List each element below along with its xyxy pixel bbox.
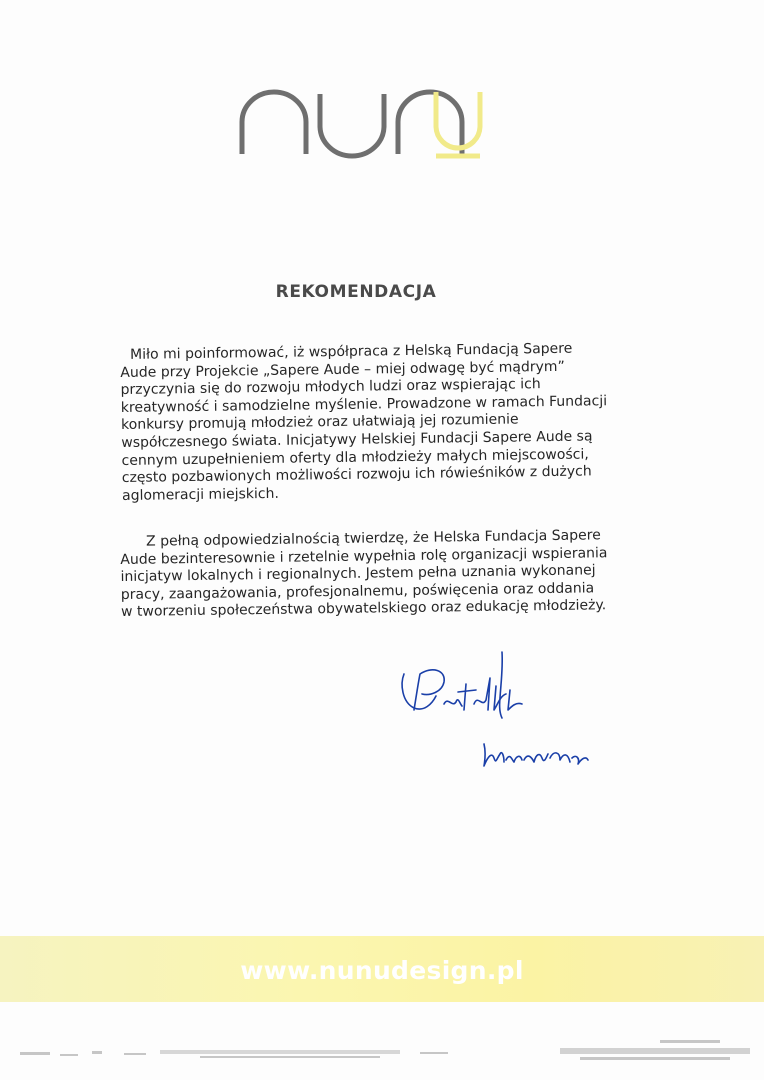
paragraph-line: cennym uzupełnieniem oferty dla młodzieży małych miejscowości, <box>121 446 589 469</box>
logo-letter-n1 <box>242 92 306 154</box>
scan-artifact <box>0 1030 764 1080</box>
handwritten-signature <box>392 648 592 788</box>
paragraph-line: inicjatyw lokalnych i regionalnych. Jestem pełna uznania wykonanej <box>120 562 596 586</box>
paragraph-line: Aude bezinteresownie i rzetelnie wypełnia rolę organizacji wspierania <box>120 544 608 568</box>
nunu-logo <box>236 84 486 166</box>
paragraph-line: pracy, zaangażowania, profesjonalnemu, poświęcenia oraz oddania <box>120 580 595 603</box>
paragraph-line: Miło mi poinformować, iż współpraca z Helską Fundacją Sapere <box>129 340 573 363</box>
paragraph-1 <box>120 339 662 505</box>
paragraph-line: Aude przy Projekcie „Sapere Aude – miej odwagę być mądrym” <box>120 358 565 381</box>
paragraph-line: kreatywność i samodzielne myślenie. Prowadzone w ramach Fundacji <box>120 392 608 416</box>
paragraph-line: w tworzeniu społeczeństwa obywatelskiego oraz edukację młodzieży. <box>120 597 607 621</box>
paragraph-2 <box>120 526 661 621</box>
paragraph-line: Z pełną odpowiedzialnością twierdzę, że Helska Fundacja Sapere <box>145 527 601 550</box>
paragraph-line: współczesnego świata. Inicjatywy Helskiej Fundacji Sapere Aude są <box>121 428 593 451</box>
paragraph-line: często pozbawionych możliwości rozwoju ich rówieśników z dużych <box>121 463 592 487</box>
paragraph-line: aglomeracji miejskich. <box>121 485 279 504</box>
logo-accent-u <box>436 92 480 156</box>
paragraph-line: przyczynia się do rozwoju młodych ludzi oraz wspierając ich <box>120 376 541 399</box>
footer-website-link[interactable]: www.nunudesign.pl <box>240 956 524 985</box>
logo-letter-u1 <box>320 94 384 156</box>
logo-letter-n2 <box>398 92 462 154</box>
paragraph-line: konkursy promują młodzież oraz ułatwiają jej rozumienie <box>120 411 519 434</box>
document-title: REKOMENDACJA <box>275 282 437 302</box>
